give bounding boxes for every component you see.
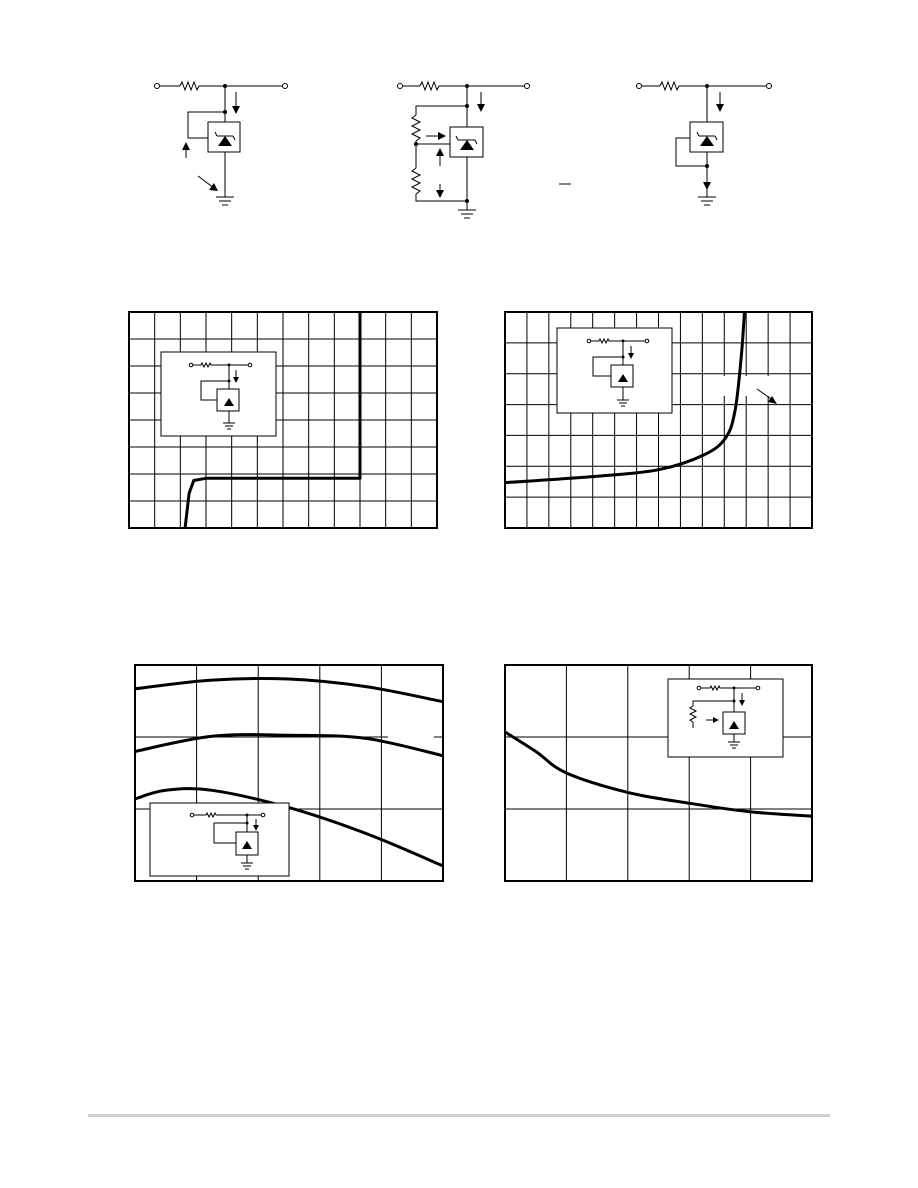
chart-1	[125, 308, 443, 533]
chart-2	[500, 308, 818, 533]
chart-3-series-1	[135, 678, 443, 701]
test-circuit-3	[630, 75, 775, 215]
label-mask	[712, 376, 774, 396]
inset-frame	[150, 803, 289, 876]
inset-frame	[668, 679, 783, 757]
test-circuit-2	[390, 75, 580, 225]
chart-4-inset	[668, 679, 783, 757]
footer-rule	[88, 1114, 830, 1117]
chart-3-inset	[150, 803, 289, 876]
chart-2-inset	[557, 328, 672, 413]
label-mask	[388, 730, 434, 744]
chart-4	[500, 660, 818, 886]
chart-1-inset	[161, 352, 276, 436]
chart-3	[130, 660, 448, 886]
test-circuit-1	[150, 75, 290, 215]
